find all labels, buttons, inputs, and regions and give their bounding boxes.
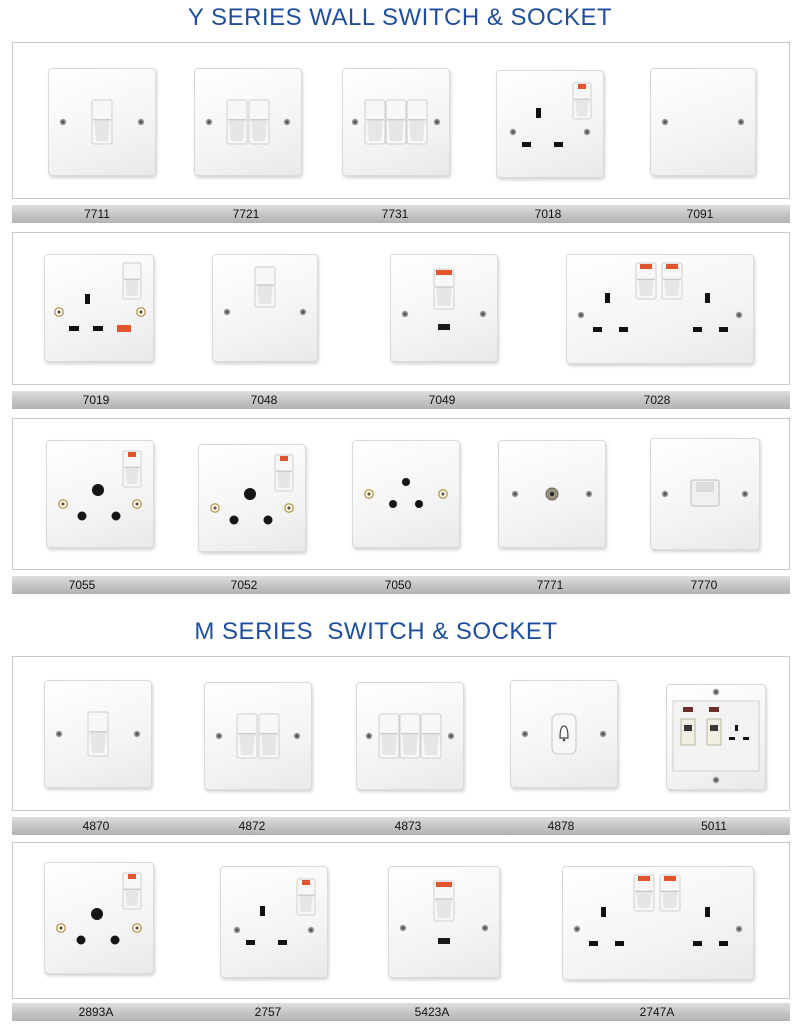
product-code: 5423A <box>414 1005 450 1019</box>
m-series-title: M SERIES SWITCH & SOCKET <box>194 618 558 645</box>
product-image-dp-switch-neon <box>388 866 500 978</box>
product-code: 4878 <box>547 819 575 833</box>
product-image-dp-switch <box>212 254 318 362</box>
product-image-socket-13a-switched <box>496 70 604 178</box>
product-code: 7731 <box>381 207 409 221</box>
product-code: 7770 <box>690 578 718 592</box>
product-image-bell-push <box>510 680 618 788</box>
product-image-round-pin-socket-switched <box>44 862 154 974</box>
product-code: 7771 <box>536 578 564 592</box>
y-series-title: Y SERIES WALL SWITCH & SOCKET <box>187 4 613 31</box>
product-image-telephone-outlet <box>650 438 760 550</box>
product-image-switch-3 <box>356 682 464 790</box>
product-code: 7048 <box>250 393 278 407</box>
product-code: 2747A <box>639 1005 675 1019</box>
product-image-double-socket-13a <box>562 866 754 980</box>
product-image-double-socket-13a <box>566 254 754 364</box>
product-image-switch-1 <box>44 680 152 788</box>
product-image-dp-switch-neon <box>390 254 498 362</box>
product-code: 7055 <box>68 578 96 592</box>
product-image-switch-2 <box>204 682 312 790</box>
product-code: 4873 <box>394 819 422 833</box>
product-code: 7091 <box>686 207 714 221</box>
product-image-round-pin-socket-switched <box>46 440 154 548</box>
product-code: 4870 <box>82 819 110 833</box>
product-code: 7028 <box>643 393 671 407</box>
product-code: 4872 <box>238 819 266 833</box>
product-image-round-pin-socket <box>352 440 460 548</box>
product-code: 2757 <box>254 1005 282 1019</box>
product-code: 2893A <box>78 1005 114 1019</box>
product-code: 7721 <box>232 207 260 221</box>
product-image-blank-plate <box>650 68 756 176</box>
product-image-switch-2 <box>194 68 302 176</box>
product-image-tv-outlet <box>498 440 606 548</box>
product-code: 7019 <box>82 393 110 407</box>
product-image-round-pin-socket-switched <box>198 444 306 552</box>
product-image-switch-1 <box>48 68 156 176</box>
product-image-shaver-combination <box>666 684 766 790</box>
product-code: 7711 <box>84 207 110 221</box>
product-code: 7052 <box>230 578 258 592</box>
product-image-switch-3 <box>342 68 450 176</box>
product-code: 5011 <box>701 819 727 833</box>
product-image-socket-13a-switched-neon <box>44 254 154 362</box>
product-code: 7049 <box>428 393 456 407</box>
product-code: 7050 <box>384 578 412 592</box>
product-image-socket-13a-switched <box>220 866 328 978</box>
product-code: 7018 <box>534 207 562 221</box>
